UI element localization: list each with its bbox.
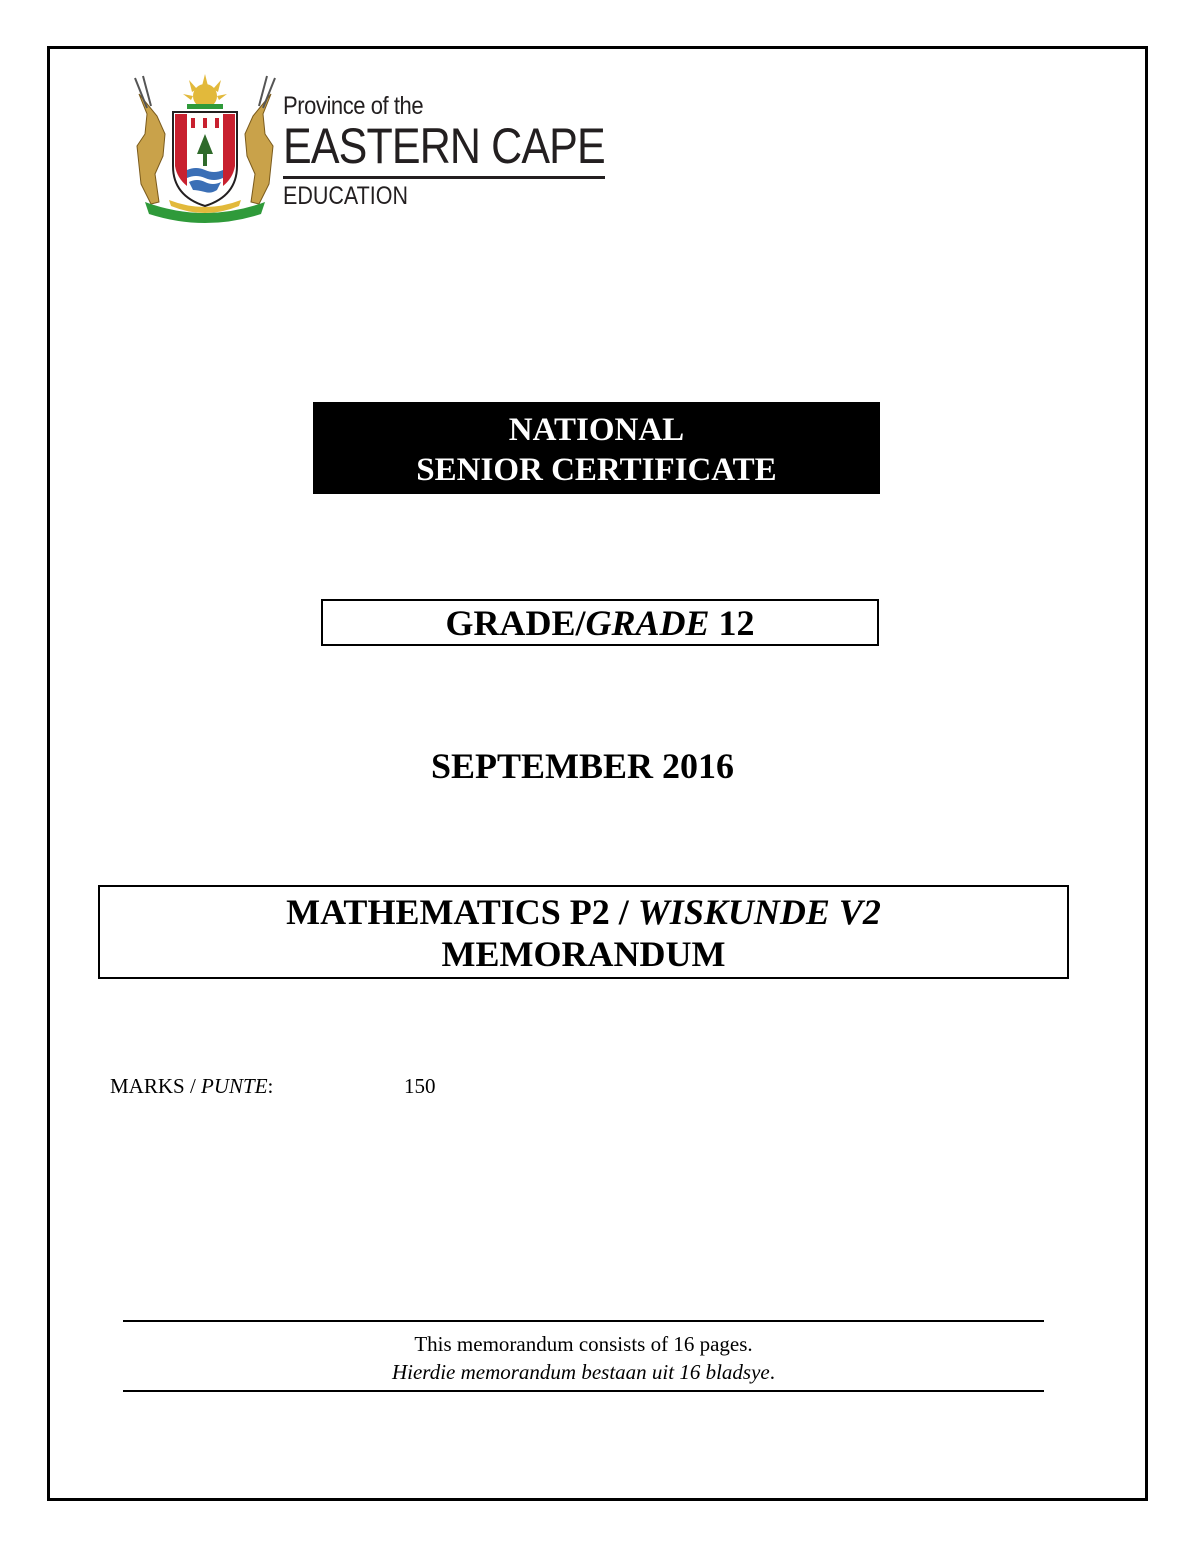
- marks-label-english: MARKS /: [110, 1074, 202, 1098]
- logo-department-text: EDUCATION: [283, 182, 409, 210]
- logo-region-text: EASTERN CAPE: [283, 118, 605, 174]
- exam-date: SEPTEMBER 2016: [430, 746, 735, 786]
- banner-line-2: SENIOR CERTIFICATE: [416, 452, 777, 488]
- footer-top-rule: [123, 1320, 1044, 1322]
- eastern-cape-education-logo: [125, 74, 615, 230]
- subject-afrikaans: WISKUNDE V2: [637, 892, 881, 932]
- footer-bottom-rule: [123, 1390, 1044, 1392]
- marks-label: [110, 1072, 273, 1100]
- footer-afrikaans-line: [123, 1358, 1044, 1386]
- grade-label-afrikaans: GRADE: [585, 603, 710, 643]
- logo-province-text: Province of the: [283, 92, 424, 120]
- logo-divider: [283, 176, 605, 179]
- grade-number: 12: [709, 603, 755, 643]
- banner-line-1: NATIONAL: [508, 412, 685, 448]
- footer-period: .: [769, 1360, 775, 1384]
- coat-of-arms-icon: [125, 74, 285, 230]
- footer-english: This memorandum consists of 16 pages.: [414, 1332, 753, 1356]
- subject-box: [98, 885, 1069, 979]
- subject-english: MATHEMATICS P2 /: [286, 892, 638, 932]
- marks-value: 150: [404, 1074, 436, 1098]
- document-type: MEMORANDUM: [441, 934, 726, 974]
- marks-label-afrikaans: PUNTE: [201, 1074, 268, 1098]
- marks-colon: :: [267, 1074, 274, 1098]
- subject-title: [100, 891, 1067, 933]
- grade-box: [321, 599, 879, 646]
- certificate-banner: [313, 402, 880, 494]
- footer-afrikaans: Hierdie memorandum bestaan uit 16 bladsye: [391, 1360, 770, 1384]
- grade-label: GRADE/: [445, 603, 586, 643]
